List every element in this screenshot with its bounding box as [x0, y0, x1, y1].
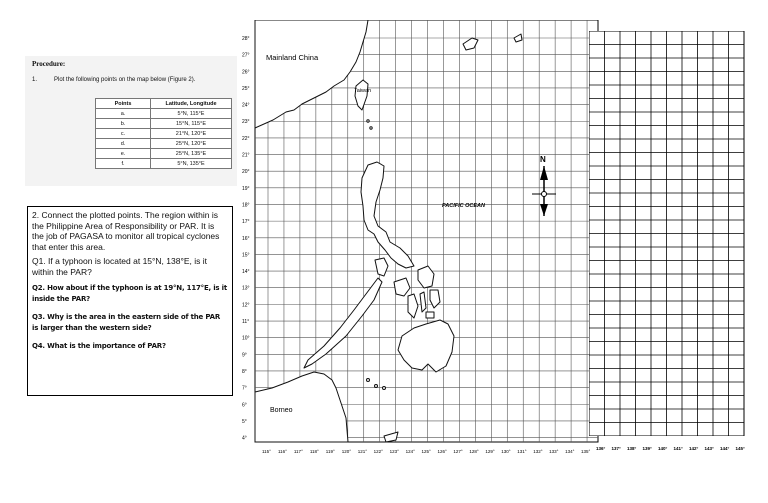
- question-4: Q4. What is the importance of PAR?: [32, 342, 166, 350]
- label-mainland-china: Mainland China: [266, 53, 319, 62]
- label-pacific-ocean: PACIFIC OCEAN: [442, 203, 485, 209]
- lon-tick-label: 133°: [549, 449, 559, 454]
- extension-grid: [589, 31, 745, 436]
- lat-tick-label: 19°: [242, 185, 250, 192]
- point-label: e.: [96, 149, 151, 159]
- lon-tick-label: 132°: [533, 449, 543, 454]
- point-label: c.: [96, 129, 151, 139]
- island: [367, 120, 369, 122]
- ext-lon-tick-label: 136°: [596, 446, 606, 451]
- lon-tick-label: 126°: [437, 449, 447, 454]
- lat-tick-label: 4°: [242, 435, 247, 442]
- lon-tick-label: 119°: [325, 449, 335, 454]
- procedure-title: Procedure:: [32, 60, 66, 68]
- col-header-points: Points: [96, 99, 151, 109]
- ext-lon-tick-label: 139°: [642, 446, 652, 451]
- point-coords: 25°N, 135°E: [151, 149, 232, 159]
- lon-tick-label: 135°: [581, 449, 591, 454]
- point-coords: 15°N, 115°E: [151, 119, 232, 129]
- lat-tick-label: 16°: [242, 235, 250, 242]
- procedure-step-1: [32, 77, 195, 83]
- lon-tick-label: 129°: [485, 449, 495, 454]
- lat-tick-label: 18°: [242, 202, 250, 209]
- lon-tick-label: 134°: [565, 449, 575, 454]
- extension-lon-labels: [594, 440, 754, 454]
- point-coords: 5°N, 135°E: [151, 159, 232, 169]
- table-row: [96, 139, 232, 149]
- lat-tick-label: 21°: [242, 152, 250, 159]
- point-coords: 25°N, 120°E: [151, 139, 232, 149]
- lat-tick-label: 12°: [242, 302, 250, 309]
- lat-tick-label: 24°: [242, 102, 250, 109]
- ext-lon-tick-label: 142°: [689, 446, 699, 451]
- lon-tick-label: 130°: [501, 449, 511, 454]
- island: [367, 379, 370, 382]
- point-label: a.: [96, 109, 151, 119]
- question-1: Q1. If a typhoon is located at 15°N, 138°E, is it within the PAR?: [32, 256, 208, 277]
- lat-tick-label: 11°: [242, 319, 250, 326]
- label-taiwan: Taiwan: [354, 88, 372, 94]
- point-coords: 5°N, 115°E: [151, 109, 232, 119]
- lat-tick-label: 28°: [242, 36, 250, 42]
- lat-tick-label: 26°: [242, 69, 250, 76]
- col-header-latlon: Latitude, Longitude: [151, 99, 232, 109]
- island: [375, 385, 378, 388]
- island: [370, 127, 372, 129]
- lat-tick-label: 6°: [242, 402, 247, 409]
- lat-tick-label: 14°: [242, 269, 250, 276]
- points-table: [95, 98, 232, 169]
- step-text: Plot the following points on the map below (Figure 2).: [54, 77, 196, 83]
- lat-tick-label: 8°: [242, 368, 247, 375]
- point-coords: 21°N, 120°E: [151, 129, 232, 139]
- lon-tick-label: 124°: [405, 449, 415, 454]
- lon-tick-label: 123°: [389, 449, 399, 454]
- lat-tick-label: 17°: [242, 219, 250, 226]
- lon-tick-label: 125°: [421, 449, 431, 454]
- step-number: 1.: [32, 77, 38, 83]
- lat-tick-label: 9°: [242, 352, 247, 359]
- lon-tick-label: 121°: [357, 449, 368, 454]
- lat-tick-label: 13°: [242, 285, 250, 292]
- lon-tick-label: 122°: [373, 449, 383, 454]
- lon-tick-label: 127°: [453, 449, 463, 454]
- ext-lon-tick-label: 137°: [611, 446, 621, 451]
- lat-tick-label: 20°: [242, 169, 250, 176]
- table-row: [96, 109, 232, 119]
- questions-box: [27, 206, 233, 396]
- north-label: N: [540, 155, 546, 164]
- longitude-labels: [262, 449, 591, 454]
- lat-tick-label: 7°: [242, 385, 247, 392]
- label-borneo: Borneo: [270, 407, 293, 414]
- lon-tick-label: 118°: [309, 449, 319, 454]
- lon-tick-label: 131°: [517, 449, 527, 454]
- question-2: Q2. How about if the typhoon is at 19°N, 117°E, is it inside the PAR?: [32, 284, 227, 303]
- lat-tick-label: 27°: [242, 52, 250, 59]
- bohol-island: [426, 312, 434, 318]
- lon-tick-label: 116°: [277, 449, 287, 454]
- lat-tick-label: 22°: [242, 135, 250, 142]
- point-label: d.: [96, 139, 151, 149]
- point-label: f.: [96, 159, 151, 169]
- lon-tick-label: 128°: [469, 449, 479, 454]
- point-label: b.: [96, 119, 151, 129]
- philippines-map: [228, 20, 600, 460]
- table-row: [96, 159, 232, 169]
- ext-lon-tick-label: 144°: [720, 446, 730, 451]
- island: [383, 387, 386, 390]
- lon-tick-label: 120°: [341, 449, 352, 454]
- ext-lon-tick-label: 145°: [735, 446, 745, 451]
- lat-tick-label: 10°: [242, 335, 250, 342]
- lat-tick-label: 5°: [242, 418, 247, 425]
- latitude-labels: [242, 36, 250, 442]
- step-2-text: 2. Connect the plotted points. The region within is the Philippine Area of Responsibility or PAR. It is the job of PAGASA to monitor all tropical cyclones that enter this area.: [32, 210, 220, 252]
- ext-lon-tick-label: 141°: [673, 446, 683, 451]
- ext-lon-tick-label: 140°: [658, 446, 668, 451]
- ext-lon-tick-label: 143°: [704, 446, 714, 451]
- question-3: Q3. Why is the area in the eastern side of the PAR is larger than the western side?: [32, 313, 221, 332]
- lon-tick-label: 117°: [293, 449, 303, 454]
- lat-tick-label: 15°: [242, 252, 250, 259]
- lon-tick-label: 115°: [262, 449, 271, 454]
- table-row: [96, 129, 232, 139]
- lat-tick-label: 25°: [242, 85, 250, 92]
- table-row: [96, 119, 232, 129]
- table-row: [96, 149, 232, 159]
- ext-lon-tick-label: 138°: [627, 446, 637, 451]
- lat-tick-label: 23°: [242, 119, 250, 126]
